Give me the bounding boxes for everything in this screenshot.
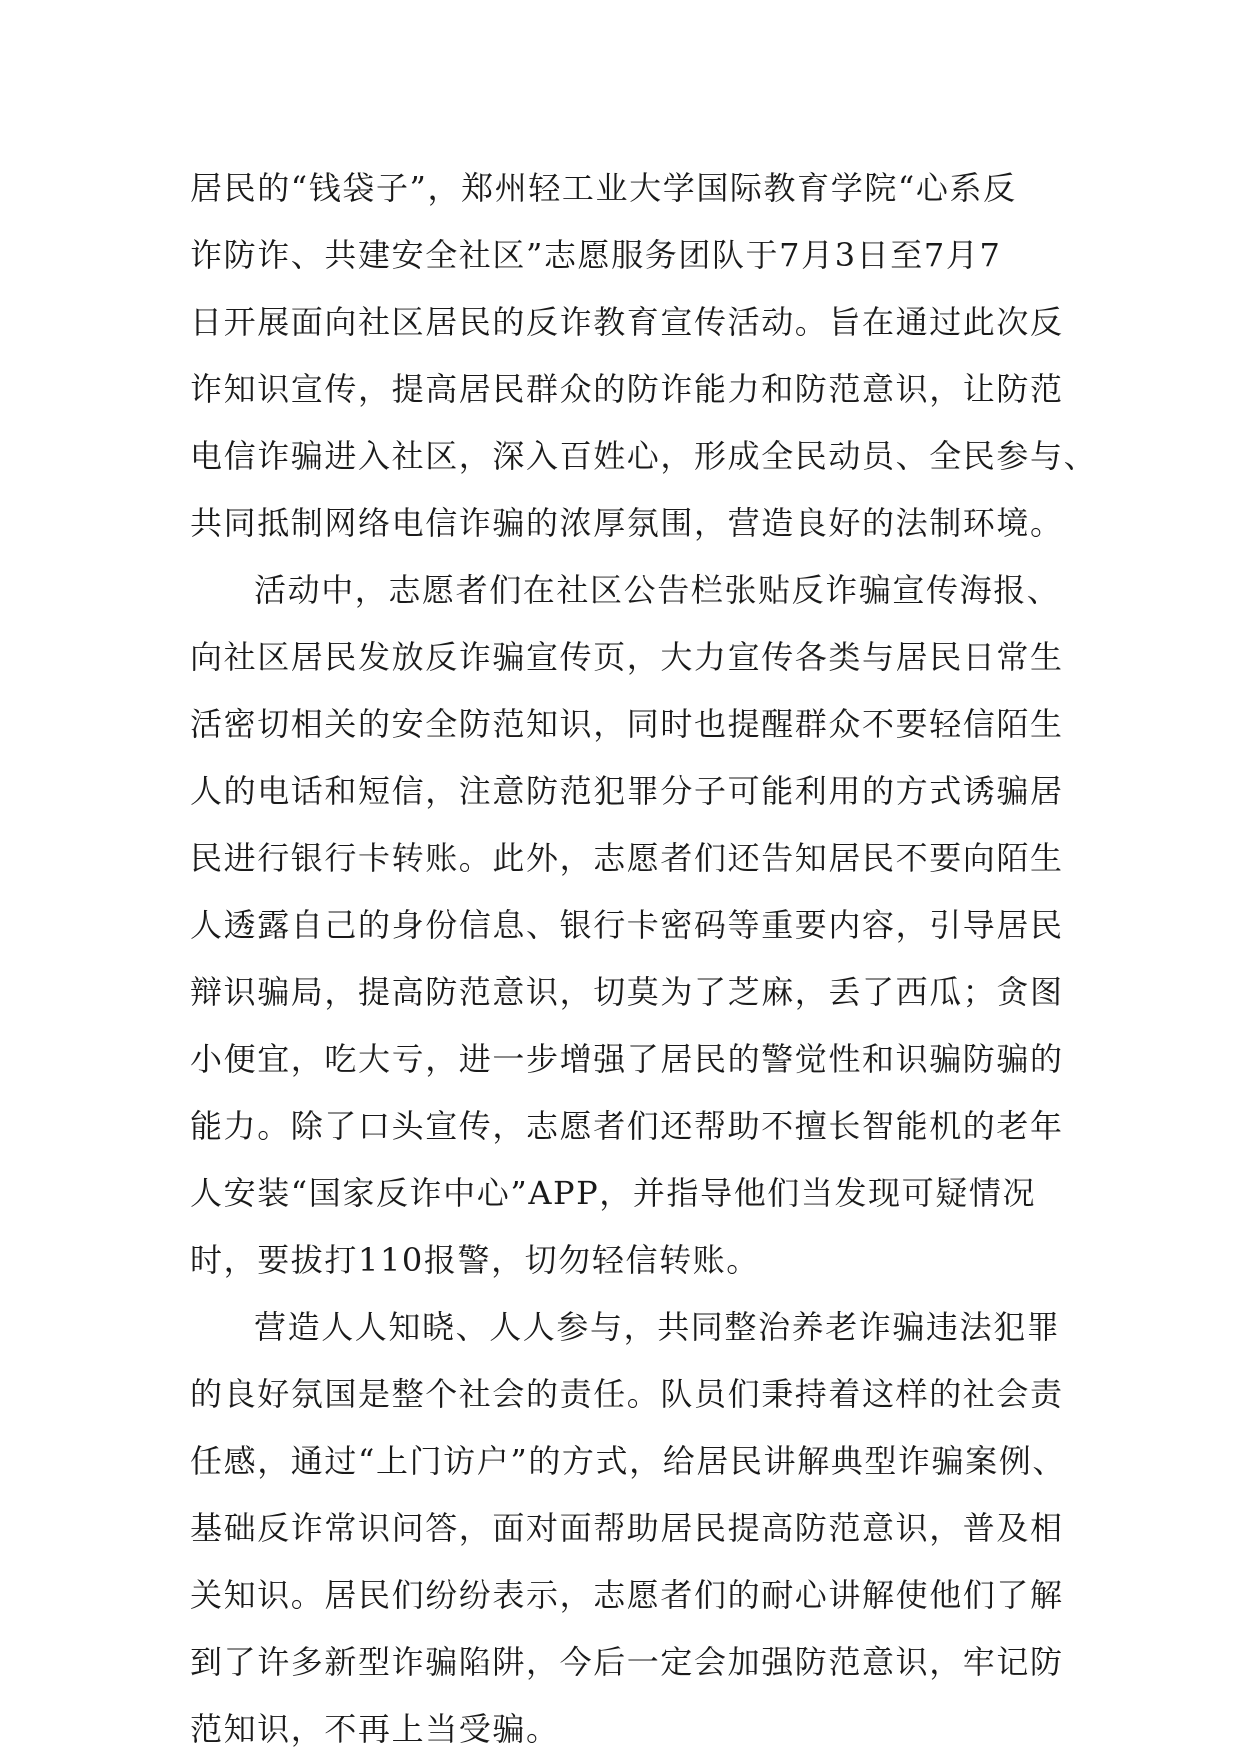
paragraph-2 <box>190 557 1064 1294</box>
text-line: 辩识骗局，提高防范意识，切莫为了芝麻，丢了西瓜；贪图 <box>190 973 1064 1011</box>
text-line: 营造人人知晓、人人参与，共同整治养老诈骗违法犯罪 <box>254 1308 1061 1346</box>
text-line: 诈知识宣传，提高居民群众的防诈能力和防范意识，让防范 <box>190 370 1064 408</box>
paragraph-3 <box>190 1294 1066 1763</box>
text-line: 任感，通过“上门访户”的方式，给居民讲解典型诈骗案例、 <box>190 1442 1066 1480</box>
text-line: 活密切相关的安全防范知识，同时也提醒群众不要轻信陌生 <box>190 705 1064 743</box>
text-line: 到了许多新型诈骗陷阱，今后一定会加强防范意识，牢记防 <box>190 1643 1064 1681</box>
text-line: 小便宜，吃大亏，进一步增强了居民的警觉性和识骗防骗的 <box>190 1040 1064 1078</box>
paragraph-1 <box>190 155 1098 557</box>
text-line: 人的电话和短信，注意防范犯罪分子可能利用的方式诱骗居 <box>190 772 1064 810</box>
text-line: 诈防诈、共建安全社区”志愿服务团队于7月3日至7月7 <box>190 236 1002 274</box>
text-line: 共同抵制网络电信诈骗的浓厚氛围，营造良好的法制环境。 <box>190 504 1064 542</box>
text-line: 人透露自己的身份信息、银行卡密码等重要内容，引导居民 <box>190 906 1064 944</box>
text-line: 日开展面向社区居民的反诈教育宣传活动。旨在通过此次反 <box>190 303 1064 341</box>
text-line: 活动中，志愿者们在社区公告栏张贴反诈骗宣传海报、 <box>254 571 1061 609</box>
text-line: 能力。除了口头宣传，志愿者们还帮助不擅长智能机的老年 <box>190 1107 1064 1145</box>
text-line: 基础反诈常识问答，面对面帮助居民提高防范意识，普及相 <box>190 1509 1064 1547</box>
text-line: 民进行银行卡转账。此外，志愿者们还告知居民不要向陌生 <box>190 839 1064 877</box>
text-line: 向社区居民发放反诈骗宣传页，大力宣传各类与居民日常生 <box>190 638 1064 676</box>
text-line: 人安装“国家反诈中心”APP，并指导他们当发现可疑情况 <box>190 1174 1037 1212</box>
text-line: 时，要拔打110报警，切勿轻信转账。 <box>190 1241 760 1279</box>
text-line: 范知识，不再上当受骗。 <box>190 1710 560 1748</box>
text-line: 的良好氛国是整个社会的责任。队员们秉持着这样的社会责 <box>190 1375 1064 1413</box>
text-line: 关知识。居民们纷纷表示，志愿者们的耐心讲解使他们了解 <box>190 1576 1064 1614</box>
text-line: 电信诈骗进入社区，深入百姓心，形成全民动员、全民参与、 <box>190 437 1098 475</box>
document-body <box>190 155 1098 1763</box>
text-line: 居民的“钱袋子”，郑州轻工业大学国际教育学院“心系反 <box>190 169 1017 207</box>
